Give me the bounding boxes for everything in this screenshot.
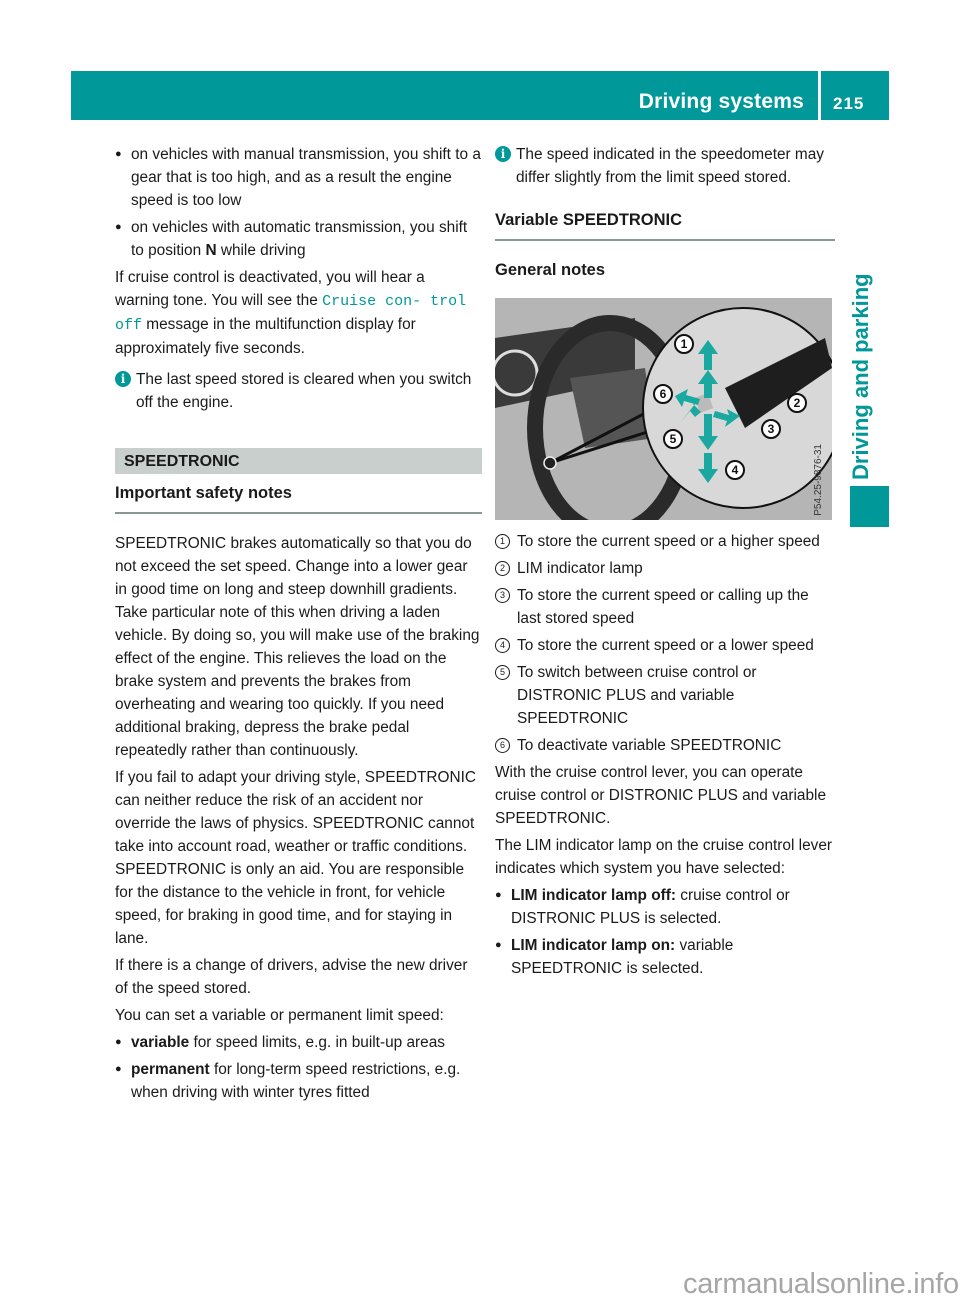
- right-column: [495, 143, 835, 984]
- legend-item: 3 To store the current speed or calling up the last stored speed: [495, 584, 835, 630]
- legend-item: 6 To deactivate variable SPEEDTRONIC: [495, 734, 835, 757]
- svg-text:1: 1: [680, 337, 688, 351]
- legend-item: 5 To switch between cruise control or DISTRONIC PLUS and variable SPEEDTRONIC: [495, 661, 835, 730]
- display-message: Cruise con‐ trol off: [115, 293, 467, 334]
- callout-number-icon: 6: [495, 738, 510, 753]
- paragraph: If there is a change of drivers, advise the new driver of the speed stored.: [115, 957, 468, 997]
- bullet-icon: ●: [115, 1036, 122, 1048]
- subheading: Variable SPEEDTRONIC: [495, 209, 835, 241]
- paragraph: If you fail to adapt your driving style, SPEEDTRONIC can neither reduce the risk of an accident nor override the laws of physics. SPEEDTRONIC cannot take into account road, weather or traffic conditions. SPEEDTRONIC is only an aid. You are responsible for the distance to the vehicle in front, for vehicle speed, for braking in good time, and for staying in lane.: [115, 769, 476, 947]
- paragraph: The LIM indicator lamp on the cruise control lever indicates which system you have selected:: [495, 837, 833, 877]
- chapter-tab-marker: [850, 486, 889, 527]
- chapter-tab-label: Driving and parking: [848, 273, 873, 480]
- callout-number-icon: 2: [495, 561, 510, 576]
- callout-number-icon: 4: [495, 638, 510, 653]
- info-icon: i: [115, 371, 131, 387]
- list-item: ● permanent for long-term speed restrictions, e.g. when driving with winter tyres fitted: [115, 1058, 482, 1104]
- page-number-box: [821, 71, 889, 120]
- subheading: Important safety notes: [115, 482, 482, 514]
- legend-item: 4 To store the current speed or a lower speed: [495, 634, 835, 657]
- gear-position-n: N: [205, 242, 217, 259]
- paragraph-deactivated: If cruise control is deactivated, you will hear a warning tone. You will see the Cruise con‐ trol off message in the multifunction display for approximately five seconds.: [115, 269, 467, 357]
- legend-item: 2 LIM indicator lamp: [495, 557, 835, 580]
- bullet-icon: ●: [115, 148, 122, 160]
- list-item: ● on vehicles with manual transmission, you shift to a gear that is too high, and as a result the engine speed is too low: [115, 143, 482, 212]
- svg-text:2: 2: [793, 396, 801, 410]
- list-item: ● LIM indicator lamp off: cruise control or DISTRONIC PLUS is selected.: [495, 884, 835, 930]
- bullet-icon: ●: [115, 221, 122, 233]
- bullet-icon: ●: [495, 939, 502, 951]
- svg-text:6: 6: [659, 387, 667, 401]
- section-title: Driving systems: [638, 90, 804, 113]
- svg-text:3: 3: [767, 422, 775, 436]
- callout-number-icon: 1: [495, 534, 510, 549]
- paragraph: With the cruise control lever, you can operate cruise control or DISTRONIC PLUS and variable SPEEDTRONIC.: [495, 764, 827, 827]
- left-column: [115, 143, 482, 1108]
- svg-text:4: 4: [731, 463, 739, 477]
- subheading-general-notes: General notes: [495, 261, 606, 279]
- paragraph: SPEEDTRONIC brakes automatically so that you do not exceed the set speed. Change into a lower gear in good time on long and steep downhill gradients. Take particular note of this when driving a laden vehicle. By doing so, you will make use of the braking effect of the engine. This relieves the load on the brake system and prevents the brakes from overheating and wearing too quickly. If you need additional braking, depress the brake pedal repeatedly rather than continuously.: [115, 535, 480, 759]
- section-heading-band: SPEEDTRONIC: [115, 448, 482, 474]
- watermark: carmanualsonline.info: [683, 1268, 959, 1300]
- list-item: ● variable for speed limits, e.g. in built-up areas: [115, 1031, 482, 1054]
- callout-number-icon: 5: [495, 665, 510, 680]
- bullet-icon: ●: [495, 889, 502, 901]
- page-number: 215: [833, 94, 865, 113]
- paragraph: You can set a variable or permanent limit speed:: [115, 1007, 444, 1024]
- list-item: ● on vehicles with automatic transmission, you shift to position N while driving: [115, 216, 482, 262]
- cruise-control-lever-figure: [495, 298, 832, 520]
- header-band: [71, 71, 818, 120]
- legend-item: 1 To store the current speed or a higher speed: [495, 530, 835, 553]
- bullet-icon: ●: [115, 1063, 122, 1075]
- callout-number-icon: 3: [495, 588, 510, 603]
- svg-text:5: 5: [669, 432, 677, 446]
- figure-code: P54.25-9876-31: [813, 444, 824, 516]
- steering-wheel-illustration: [495, 298, 832, 520]
- info-icon: i: [495, 146, 511, 162]
- list-item: ● LIM indicator lamp on: variable SPEEDTRONIC is selected.: [495, 934, 835, 980]
- info-note: i The speed indicated in the speedometer may differ slightly from the limit speed stored.: [495, 143, 835, 189]
- info-note: i The last speed stored is cleared when you switch off the engine.: [115, 368, 482, 414]
